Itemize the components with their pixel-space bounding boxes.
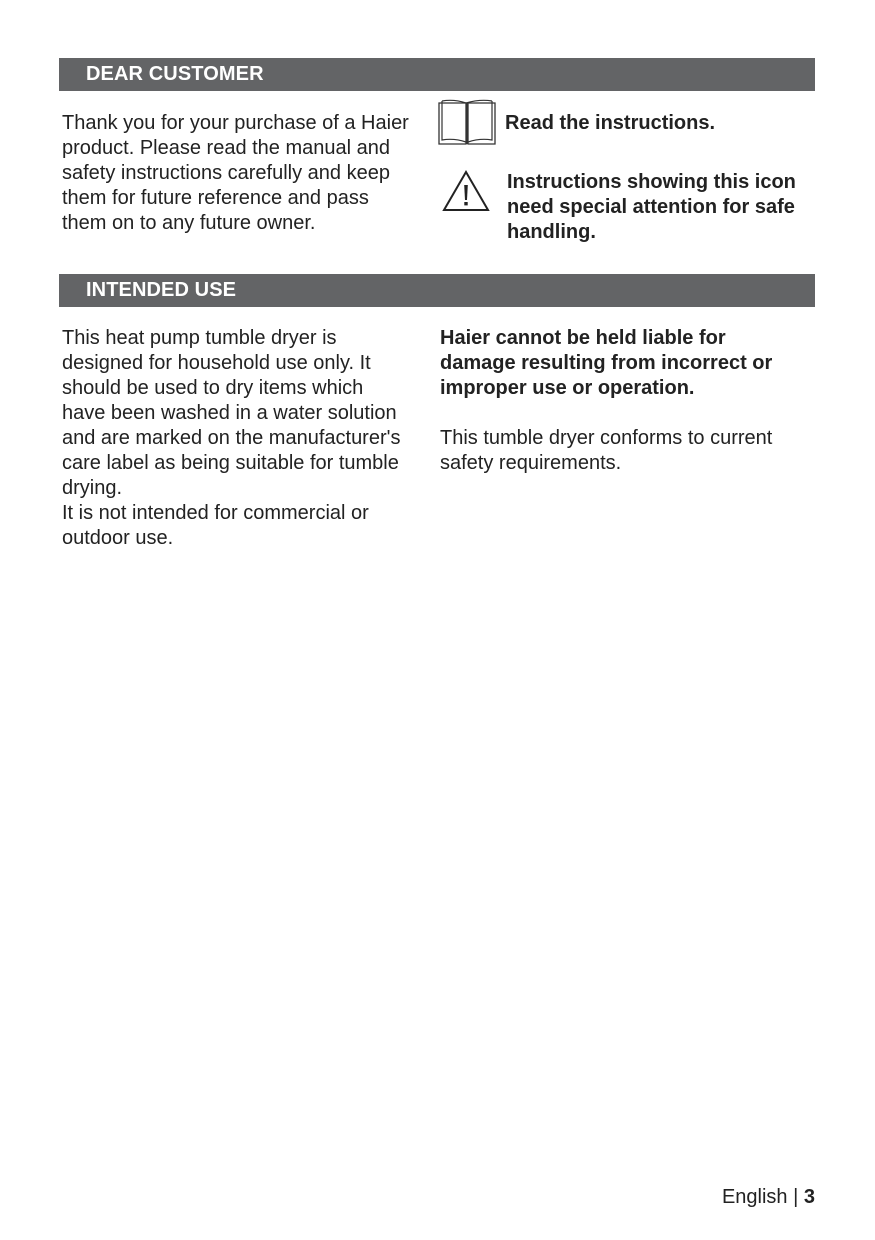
warning-text: Instructions showing this icon need special attention for safe handling.	[507, 171, 796, 243]
footer-language: English	[721, 1186, 788, 1208]
page-footer	[722, 1185, 815, 1209]
intended-use-text: This heat pump tumble dryer is designed for household use only. It should be used to dry items which have been washed in a water solution and are marked on the manufacturer's care label as being suitable for tumble drying. It is not intended for commercial or outdoor use.	[62, 327, 401, 549]
page-number: 3	[803, 1186, 815, 1208]
open-book-icon	[437, 99, 497, 147]
footer-separator: |	[793, 1186, 799, 1208]
dear-customer-heading: DEAR CUSTOMER	[59, 58, 815, 91]
intended-use-heading: INTENDED USE	[59, 274, 815, 307]
dear-customer-text: Thank you for your purchase of a Haier product. Please read the manual and safety instructions carefully and keep them for future reference and pass them on to any future owner.	[62, 112, 409, 234]
liability-text: Haier cannot be held liable for damage resulting from incorrect or improper use or operation.	[440, 327, 773, 399]
warning-triangle-icon	[442, 170, 490, 212]
read-instructions-text: Read the instructions.	[505, 112, 716, 134]
conformity-text: This tumble dryer conforms to current safety requirements.	[440, 427, 773, 474]
